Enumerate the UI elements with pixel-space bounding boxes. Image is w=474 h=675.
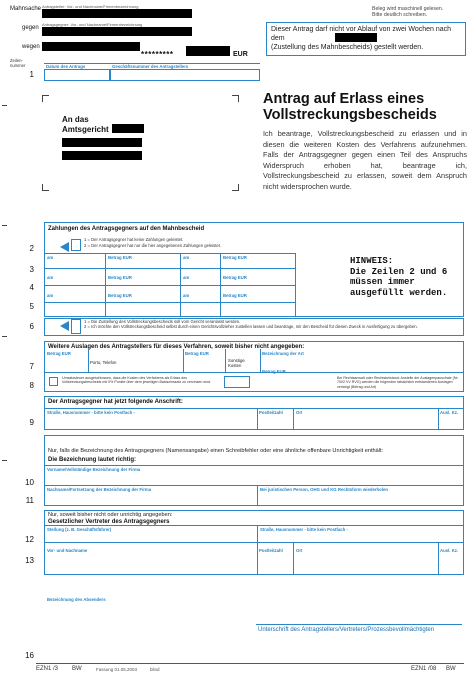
row-number-10: 10 [25,478,34,487]
vertreter-plz-label: Postleitzahl [259,548,283,553]
row-number-12: 12 [25,535,34,544]
porto-label: Porto, Telefon [90,360,117,365]
sonstige-label: Sonstige Kosten [228,358,245,368]
row-number-3: 3 [29,265,34,274]
zustellung-code-field[interactable] [71,319,81,334]
am-label: am [47,275,54,280]
row-number-6: 6 [29,322,34,331]
row-number-1: 1 [29,70,34,79]
row-number-7: 7 [29,362,34,371]
form-bw: BW [72,666,82,672]
stellung-label: Stellung (z. B. Geschäftsführer) [47,527,112,532]
auslagen-betrag-label: Betrag EUR [185,351,209,356]
amtsgericht-redacted [112,124,144,133]
antragsgegner-name-redacted [42,27,192,36]
body-text: Ich beantrage, Vollstreckungsbescheid zu erlassen und in diesen die weiteren Kosten des Verfahrens aufzunehmen. Falls der Antragsgegner gegen einen Teil des Anspruchs Widerspruch erhoben hat, beantrage ich, Vollstreckungsbescheid zu erlassen, soweit dem Anspruch nicht widersprochen wurde. [263,129,467,191]
zeilennummer-label: Zeilen- nummer [10,58,26,68]
address-line2-redacted [62,151,142,160]
zahlungen-option-1: 1 = Der Antragsgegner hat keine Zahlungen geleistet. [84,237,184,242]
strasse-label: Straße, Hausnummer - bitte kein Postfach - [47,410,135,415]
form-code-right: EZN1 /08 [411,666,437,672]
zustellung-option-1: 1 = Die Zustellung des Vollstreckungsbescheids soll vom Gericht veranlasst werden. [84,319,241,324]
bezeichnung-lautet: Die Bezeichnung lautet richtig: [48,457,137,463]
address-line1-redacted [62,138,142,147]
plz-label: Postleitzahl [259,410,283,415]
antragsteller-hint: Antragsteller: Vor- und Nachname/Firmenbezeichnung [42,4,139,9]
vertreter-ausl-kz-label: Ausl. Kz. [440,548,459,553]
absender-field[interactable] [44,602,254,630]
mahnsache-label: Mahnsache [10,6,42,12]
row-number-8: 8 [29,381,34,390]
geschaeftsnummer-field[interactable] [110,69,260,81]
beleg-note: Beleg wird maschinell gelesen. Bitte deutlich schreiben. [372,6,444,18]
auslagen-heading: Weitere Auslagen des Antragstellers für dieses Verfahren, soweit bisher nicht angegeben: [48,344,305,350]
vertreter-name-label: Vor- und Nachname [47,548,88,553]
row-number-4: 4 [29,283,34,292]
zahlungen-code-field[interactable] [71,239,81,251]
wegen-label: wegen [22,44,40,50]
betrag-label: Betrag EUR [223,293,247,298]
wegen-redacted [42,42,140,51]
am-label: am [183,293,190,298]
vertreter-strasse-label: Straße, Hausnummer - bitte kein Postfach - [260,527,348,532]
hinweis-line1: HINWEIS: [350,256,394,266]
title-line1: Antrag auf Erlass eines [263,91,425,107]
vertreter-heading: Gesetzlicher Vertreter des Antragsgegners [48,519,170,525]
ausl-kz-label: Ausl. Kz. [440,410,459,415]
betrag-label: Betrag EUR [223,255,247,260]
ust-checkbox[interactable] [49,377,58,386]
betrag-label: Betrag EUR [223,275,247,280]
zahlungen-option-2: 2 = Der Antragsgegner hat nur die hier angegebenen Zahlungen geleistet. [84,243,222,248]
am-label: am [183,275,190,280]
hinweis-note [350,256,447,298]
auslagen-betrag-label: Betrag EUR [262,369,286,374]
nachname-firma-label: Nachname/Fortsetzung der Bezeichnung der Firma [47,487,152,492]
vertreter-ort-label: Ort [296,548,303,553]
form-code: EZN1 /3 [36,666,59,672]
am-label: am [47,255,54,260]
hinweis-line2: Die Zeilen 2 und 6 [350,266,448,277]
hinweis-line3: müssen immer [350,277,415,287]
datum-field[interactable] [44,69,110,81]
unterschrift-label: Unterschrift des Antragstellers/Vertreters/Prozessbevollmächtigten [258,627,435,633]
bezeichnung-intro: Nur, falls die Bezeichnung des Antragsgegners (Namensangabe) einen Schreibfehler oder eine ähnliche offenbare Unrichtigkeit enthält: [48,448,384,454]
vertreter-intro: Nur, soweit bisher nicht oder unrichtig angegeben: [48,512,173,518]
antragsteller-name-redacted [42,9,192,18]
ust-text: Umsatzsteuer ausgeschlossen, dass die Kosten des Verfahrens als Erlass des Vollstreckungsbescheids mit 0% Punkte über dem jeweiligen Basiszinssatz zu verzinsen sind. [62,376,212,385]
rechtsform-label: Bei juristischen Person, OHG und KG Rechtsform wiederholen [260,487,388,492]
form-bw-right: BW [446,666,456,672]
am-label: am [183,255,190,260]
row-number-5: 5 [29,302,34,311]
row-number-2: 2 [29,244,34,253]
row-number-9: 9 [29,418,34,427]
gegen-label: gegen [22,25,39,31]
fassung-label: Fassung 01.05.2003 [96,667,138,672]
anschrift-heading: Der Antragsgegner hat jetzt folgende Anschrift: [48,399,183,405]
hinweis-line4: ausgefüllt werden. [350,287,448,298]
betrag-label: Betrag EUR [108,275,132,280]
zins-field[interactable] [224,376,250,388]
rechtsanwalt-text: Bei Rechtsanwalt oder Rechtsbeistand: Anstelle der Auslagenpauschale (Nr. 7002 VV RVG) werden die folgenden tatsächlich entstandenen Auslagen verlangt (Betrag und Art) [337,376,459,389]
betrag-label: Betrag EUR [108,255,132,260]
antragsgegner-hint: Antragsgegner: Vor- und Nachname/Firmenbezeichnung [42,22,143,27]
zahlungen-heading: Zahlungen des Antragsgegners auf den Mahnbescheid [48,226,205,232]
row-number-13: 13 [25,556,34,565]
datum-label: Datum des Antrags [46,64,86,69]
vorname-firma-label: Vorname/Vollständige Bezeichnung der Firma [47,467,141,472]
eur-label: EUR [233,51,248,58]
geschaeftsnummer-label: Geschäftsnummer des Antragstellers [112,64,189,69]
row-number-11: 11 [25,496,34,505]
amtsgericht-label: Amtsgericht [62,125,109,134]
absender-label: Bezeichnung des Absenders [47,597,106,602]
am-label: am [47,293,54,298]
an-das-label: An das [62,115,89,124]
zustellung-option-2: 2 = Ich möchte den Vollstreckungsbescheid selbst durch einen Gerichtsvollzieher zustellen lassen und beantrage, mir den Bescheid für diesen Zweck in Ausfertigung zu übergeben. [84,324,418,329]
bezeichnung-art-label: Bezeichnung der Art [262,351,304,356]
betrag-label: Betrag EUR [108,293,132,298]
arrow-left-icon [60,321,69,331]
auslagen-betrag-label: Betrag EUR [47,351,71,356]
amount-redacted [186,46,230,56]
ort-label: Ort [296,410,303,415]
warning-date-redacted [335,33,377,42]
title-line2: Vollstreckungsbescheids [263,107,437,123]
row-number-16: 16 [25,651,34,660]
amount-stars: ********* [141,50,174,59]
blind-label: blind [150,667,160,672]
arrow-left-icon [60,242,69,252]
warning-text: Dieser Antrag darf nicht vor Ablauf von zwei Wochen nach dem (Zustellung des Mahnbescheids) gestellt werden. [271,26,452,51]
